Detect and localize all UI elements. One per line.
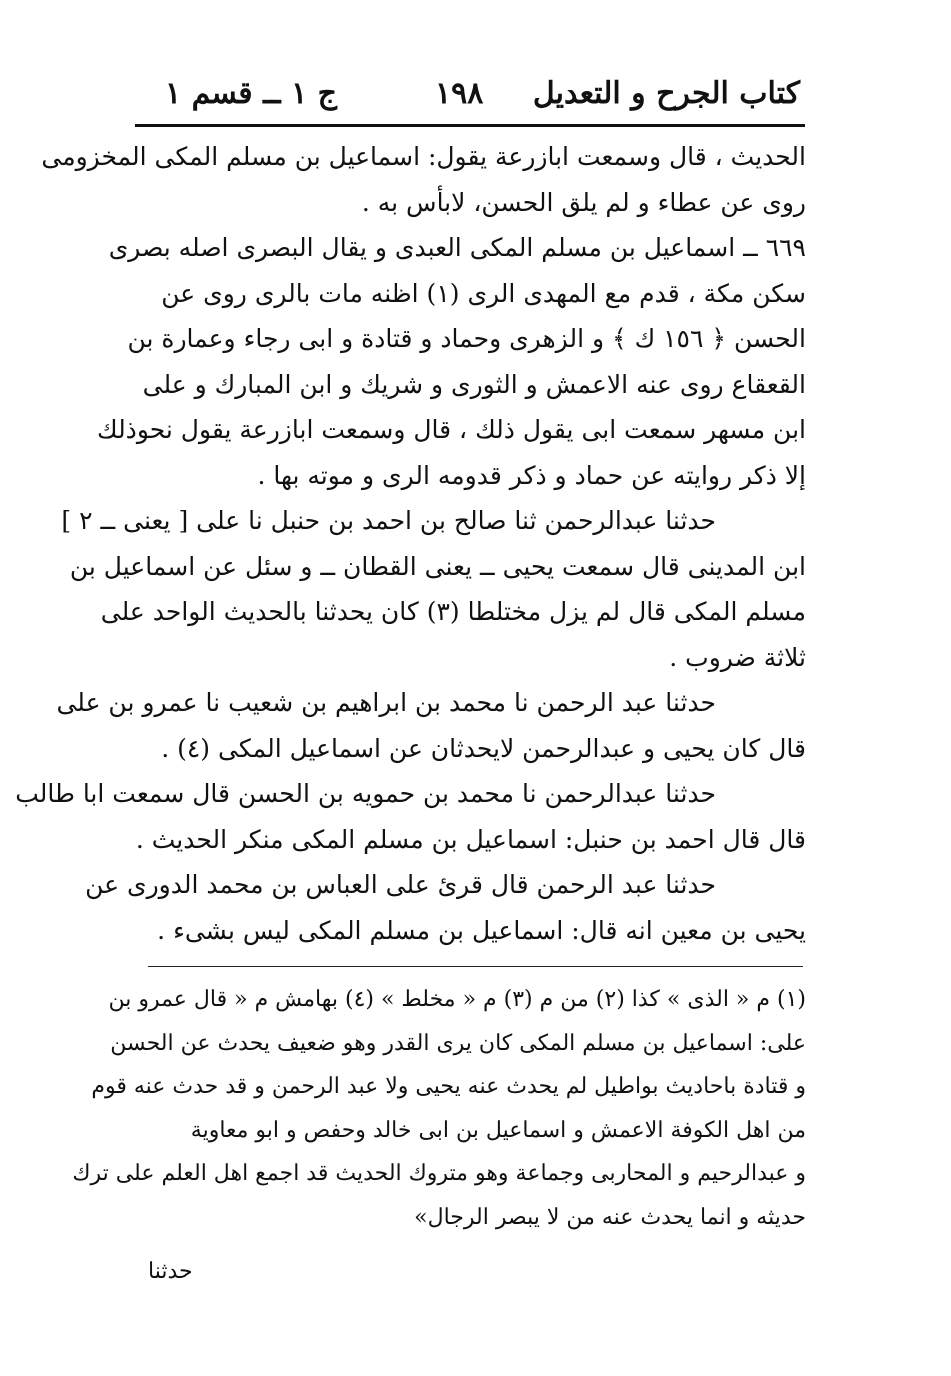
- catchword: حدثنا: [148, 1259, 193, 1284]
- page-number: ١٩٨: [435, 76, 484, 111]
- text-line: ابن مسهر سمعت ابى يقول ذلك ، قال وسمعت ابازرعة يقول نحوذلك: [97, 415, 806, 444]
- text-line: حدثنا عبدالرحمن ثنا صالح بن احمد بن حنبل نا على [ يعنى ــ ٢ ]: [61, 506, 716, 535]
- footnote-line: و قتادة باحاديث بواطيل لم يحدث عنه يحيى ولا عبد الرحمن و قد حدث عنه قوم: [91, 1074, 806, 1099]
- text-line: حدثنا عبد الرحمن نا محمد بن ابراهيم بن شعيب نا عمرو بن على: [56, 688, 716, 717]
- text-line: الحديث ، قال وسمعت ابازرعة يقول: اسماعيل بن مسلم المكى المخزومى: [41, 142, 806, 171]
- header-rule: [135, 124, 805, 127]
- footnote-line: (١) م « الذى » كذا (٢) من م (٣) م « مخلط » (٤) بهامش م « قال عمرو بن: [108, 987, 806, 1012]
- text-line: مسلم المكى قال لم يزل مختلطا (٣) كان يحدثنا بالحديث الواحد على: [100, 597, 806, 626]
- running-header: [135, 66, 800, 122]
- footnote-line: حديثه و انما يحدث عنه من لا يبصر الرجال»: [414, 1204, 806, 1230]
- main-text: [15, 134, 806, 953]
- text-line: روى عن عطاء و لم يلق الحسن، لابأس به .: [361, 187, 806, 217]
- footnote-rule: [148, 966, 803, 967]
- text-line: إلا ذكر روايته عن حماد و ذكر قدومه الرى و موته بها .: [257, 460, 806, 490]
- footnote-line: من اهل الكوفة الاعمش و اسماعيل بن ابى خالد وحفص و ابو معاوية: [190, 1117, 806, 1143]
- text-line: يحيى بن معين انه قال: اسماعيل بن مسلم المكى ليس بشىء .: [157, 915, 806, 945]
- footnote-line: و عبدالرحيم و المحاربى وجماعة وهو متروك الحديث قد اجمع اهل العلم على ترك: [72, 1161, 806, 1186]
- text-line: ٦٦٩ ــ اسماعيل بن مسلم المكى العبدى و يقال البصرى اصله بصرى: [108, 233, 806, 262]
- book-title: كتاب الجرح و التعديل: [532, 76, 800, 111]
- text-line: سكن مكة ، قدم مع المهدى الرى (١) اظنه مات بالرى روى عن: [161, 278, 806, 308]
- text-line: ثلاثة ضروب .: [669, 642, 806, 672]
- text-line: الحسن ﴿ ١٥٦ ك ﴾ و الزهرى وحماد و قتادة و ابى رجاء وعمارة بن: [127, 324, 806, 353]
- text-line: القعقاع روى عنه الاعمش و الثورى و شريك و ابن المبارك و على: [142, 369, 806, 399]
- text-line: قال كان يحيى و عبدالرحمن لايحدثان عن اسماعيل المكى (٤) .: [161, 733, 806, 763]
- text-line: حدثنا عبد الرحمن قال قرئ على العباس بن محمد الدورى عن: [85, 870, 716, 899]
- footnote-line: على: اسماعيل بن مسلم المكى كان يرى القدر وهو ضعيف يحدث عن الحسن: [110, 1030, 806, 1056]
- footnotes: [72, 978, 806, 1239]
- text-line: حدثنا عبدالرحمن نا محمد بن حمويه بن الحسن قال سمعت ابا طالب: [15, 779, 716, 808]
- text-line: ابن المدينى قال سمعت يحيى ــ يعنى القطان ــ و سئل عن اسماعيل بن: [69, 551, 806, 581]
- text-line: قال قال احمد بن حنبل: اسماعيل بن مسلم المكى منكر الحديث .: [135, 824, 806, 854]
- volume-label: ج ١ ــ قسم ١: [165, 76, 338, 111]
